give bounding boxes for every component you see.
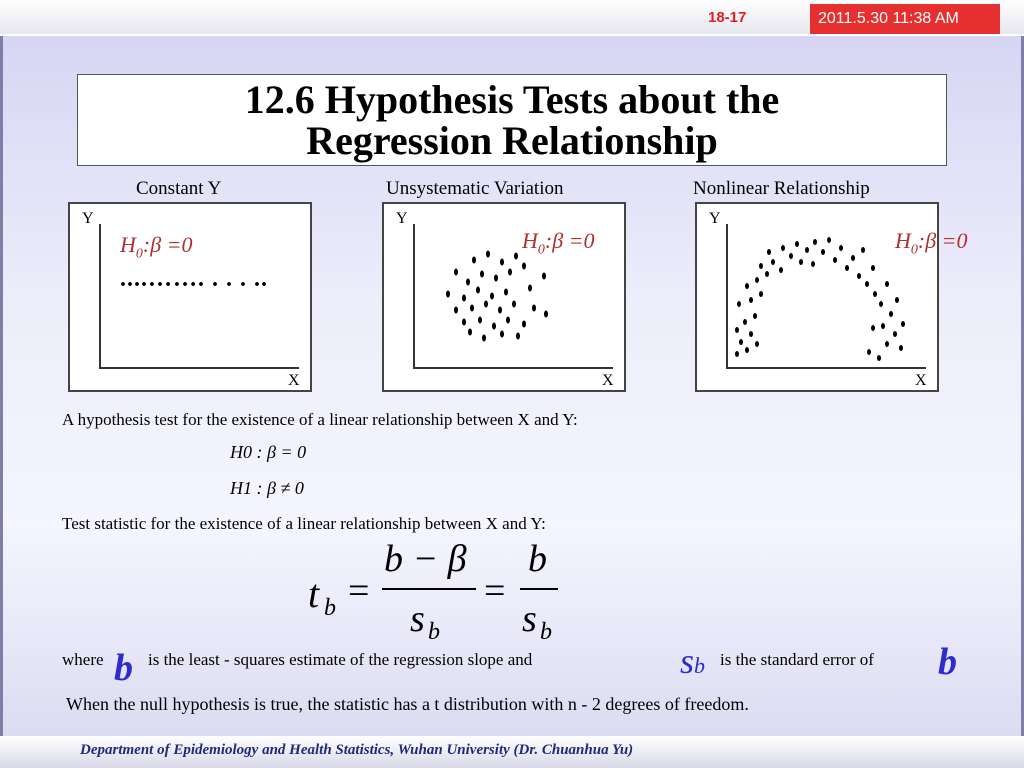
curved-scatter xyxy=(697,204,941,394)
y-axis xyxy=(99,224,101,369)
x-axis-label: X xyxy=(602,372,614,389)
formula-numerator-2: b xyxy=(528,538,547,580)
formula-denominator-1: s xyxy=(410,598,425,640)
sb-symbol: sb xyxy=(680,641,706,681)
top-bar xyxy=(0,0,1024,34)
test-statistic-formula xyxy=(300,535,580,645)
panel-constant-y xyxy=(68,202,312,392)
panel-nonlinear xyxy=(695,202,968,392)
panel-unsystematic xyxy=(382,202,626,392)
random-scatter xyxy=(384,204,628,394)
null-true-text: When the null hypothesis is true, the statistic has a t distribution with n - 2 degrees of freedom. xyxy=(66,694,749,714)
y-axis-label: Y xyxy=(396,210,408,227)
null-hypothesis: H0 : β = 0 xyxy=(230,442,307,462)
formula-equals-1: = xyxy=(348,570,370,612)
footer-bar xyxy=(0,736,1024,768)
least-squares-text: is the least - squares estimate of the regression slope and xyxy=(148,650,533,669)
y-axis-label: Y xyxy=(709,210,721,227)
title-line-2: Regression Relationship xyxy=(306,118,718,163)
datetime-badge: 2011.5.30 11:38 AM xyxy=(810,4,1000,34)
null-hypothesis-label: $H_0:\beta =0$ xyxy=(895,228,968,258)
formula-denominator-2: s xyxy=(522,598,537,640)
b-symbol-end: b xyxy=(938,641,957,683)
formula-numerator-1: b − β xyxy=(384,538,467,580)
panel-title-unsystematic: Unsystematic Variation xyxy=(386,178,564,199)
where-text: where xyxy=(62,650,104,669)
slide-title xyxy=(77,74,947,166)
formula-t: t xyxy=(308,571,320,616)
formula-t-sub: b xyxy=(324,595,336,621)
formula-denominator-1-sub: b xyxy=(428,619,440,645)
panel-title-nonlinear: Nonlinear Relationship xyxy=(693,178,870,199)
page-number: 18-17 xyxy=(708,9,747,26)
standard-error-text: is the standard error of xyxy=(720,650,874,669)
formula-equals-2: = xyxy=(484,570,506,612)
b-symbol: b xyxy=(114,647,133,689)
title-line-1: 12.6 Hypothesis Tests about the xyxy=(244,77,780,122)
x-axis xyxy=(99,367,299,369)
x-axis-label: X xyxy=(915,372,927,389)
footer-text: Department of Epidemiology and Health Statistics, Wuhan University (Dr. Chuanhua Yu) xyxy=(80,742,634,758)
panel-title-constant: Constant Y xyxy=(136,178,222,199)
test-intro-text: A hypothesis test for the existence of a linear relationship between X and Y: xyxy=(62,410,578,429)
constant-points: ....……. . . . .. xyxy=(120,266,268,292)
null-hypothesis-label: $H_0:\beta =0$ xyxy=(522,228,595,258)
y-axis-label: Y xyxy=(82,210,94,227)
formula-denominator-2-sub: b xyxy=(540,619,552,645)
null-hypothesis-label: $H_0:\beta =0$ xyxy=(120,232,193,262)
x-axis-label: X xyxy=(288,372,300,389)
stat-intro-text: Test statistic for the existence of a linear relationship between X and Y: xyxy=(62,514,546,533)
alternative-hypothesis: H1 : β ≠ 0 xyxy=(230,478,304,498)
